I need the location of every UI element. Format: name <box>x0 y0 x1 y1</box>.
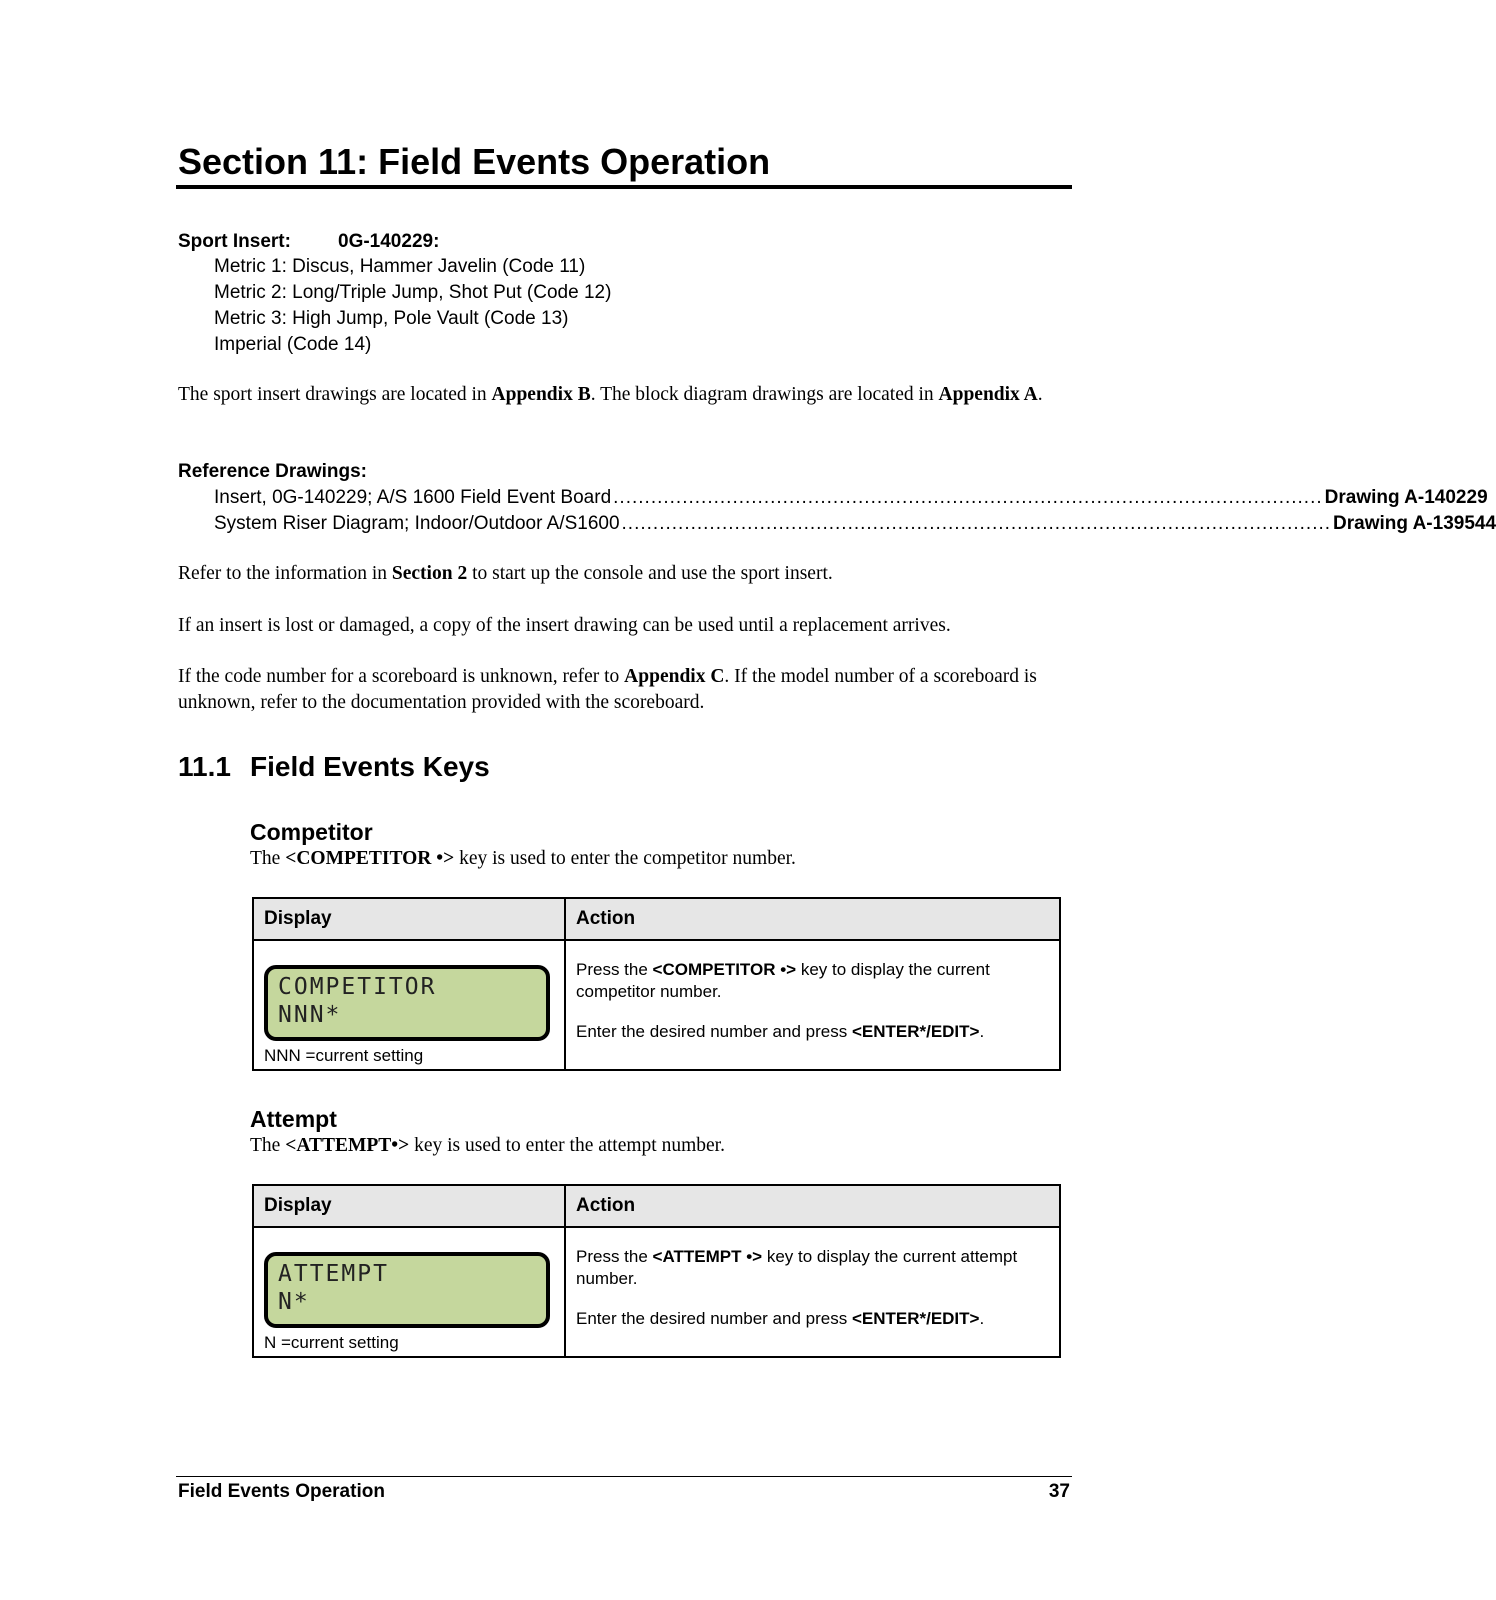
title-rule <box>176 185 1072 189</box>
lcd-display <box>264 1252 550 1328</box>
action-step: Enter the desired number and press <ENTER*/EDIT>. <box>576 1309 985 1328</box>
competitor-intro: The <COMPETITOR •> key is used to enter the competitor number. <box>250 848 796 869</box>
column-header-action: Action <box>565 898 1060 940</box>
appendix-a-ref: Appendix A <box>938 384 1038 405</box>
drawing-ref: Drawing A-140229 <box>1324 487 1488 508</box>
action-step: Enter the desired number and press <ENTER*/EDIT>. <box>576 1022 985 1041</box>
competitor-heading: Competitor <box>250 819 373 845</box>
drawing-ref: Drawing A-139544 <box>1333 513 1496 534</box>
lcd-display <box>264 965 550 1041</box>
sport-insert-list <box>214 254 611 358</box>
page-number: 37 <box>1048 1481 1070 1502</box>
lcd-line-2: N* <box>278 1289 310 1315</box>
column-header-display: Display <box>253 898 565 940</box>
sport-insert-code: 0G-140229: <box>338 231 440 252</box>
section2-ref: Section 2 <box>391 563 468 584</box>
table-row <box>253 1227 1060 1357</box>
section2-paragraph: Refer to the information in Section 2 to start up the console and use the sport insert. <box>178 563 833 584</box>
attempt-heading: Attempt <box>250 1106 337 1132</box>
sport-insert-label: Sport Insert: <box>178 231 291 252</box>
lcd-line-2: NNN* <box>278 1002 342 1028</box>
reference-row: System Riser Diagram; Indoor/Outdoor A/S1600 ................................................................................................................. Drawing A-139544 <box>214 511 1070 537</box>
attempt-key-ref: <ATTEMPT•> <box>285 1135 410 1156</box>
list-item: Metric 2: Long/Triple Jump, Shot Put (Code 12) <box>214 282 612 303</box>
sport-insert-heading <box>178 230 440 254</box>
key-ref: <ENTER*/EDIT> <box>851 1022 980 1041</box>
key-ref: <COMPETITOR •> <box>652 960 797 979</box>
competitor-table <box>252 897 1061 1071</box>
dot-leader: ................................................................................................................. <box>621 513 1332 534</box>
column-header-display: Display <box>253 1185 565 1227</box>
footer-rule <box>176 1476 1072 1477</box>
code-number-paragraph: If the code number for a scoreboard is unknown, refer to Appendix C. If the model number of a scoreboard is unknown, refer to the documentation provided with the scoreboard. <box>178 666 1037 713</box>
list-item: Metric 3: High Jump, Pole Vault (Code 13) <box>214 308 569 329</box>
action-step: Press the <ATTEMPT •> key to display the current attempt number. <box>576 1247 1018 1288</box>
reference-drawings-heading: Reference Drawings: <box>178 461 368 482</box>
list-item: Metric 1: Discus, Hammer Javelin (Code 11) <box>214 256 586 277</box>
action-cell <box>565 1227 1060 1357</box>
action-cell <box>565 940 1060 1070</box>
reference-row: Insert, 0G-140229; A/S 1600 Field Event Board ................................................................................................................. Drawing A-140229 <box>214 485 1070 511</box>
list-item: Imperial (Code 14) <box>214 334 372 355</box>
key-ref: <ENTER*/EDIT> <box>851 1309 980 1328</box>
appendix-paragraph: The sport insert drawings are located in Appendix B. The block diagram drawings are located in Appendix A. <box>178 384 1043 405</box>
competitor-key-ref: <COMPETITOR •> <box>285 848 455 869</box>
lcd-line-1: COMPETITOR <box>278 974 437 1000</box>
dot-leader: ................................................................................................................. <box>613 487 1323 508</box>
lost-insert-paragraph: If an insert is lost or damaged, a copy of the insert drawing can be used until a replacement arrives. <box>178 615 951 636</box>
appendix-b-ref: Appendix B <box>491 384 591 405</box>
page-title: Section 11: Field Events Operation <box>178 141 771 182</box>
table-row <box>253 940 1060 1070</box>
section-heading-11-1: 11.1 Field Events Keys <box>178 751 490 782</box>
lcd-line-1: ATTEMPT <box>278 1261 389 1287</box>
key-ref: <ATTEMPT •> <box>652 1247 763 1266</box>
footer-section-name: Field Events Operation <box>178 1481 385 1502</box>
action-step: Press the <COMPETITOR •> key to display the current competitor number. <box>576 960 990 1001</box>
display-cell <box>253 1227 565 1357</box>
attempt-table <box>252 1184 1061 1358</box>
display-cell <box>253 940 565 1070</box>
setting-note: NNN =current setting <box>264 1046 424 1065</box>
appendix-c-ref: Appendix C <box>624 666 725 687</box>
column-header-action: Action <box>565 1185 1060 1227</box>
setting-note: N =current setting <box>264 1333 399 1352</box>
attempt-intro: The <ATTEMPT•> key is used to enter the attempt number. <box>250 1135 725 1156</box>
